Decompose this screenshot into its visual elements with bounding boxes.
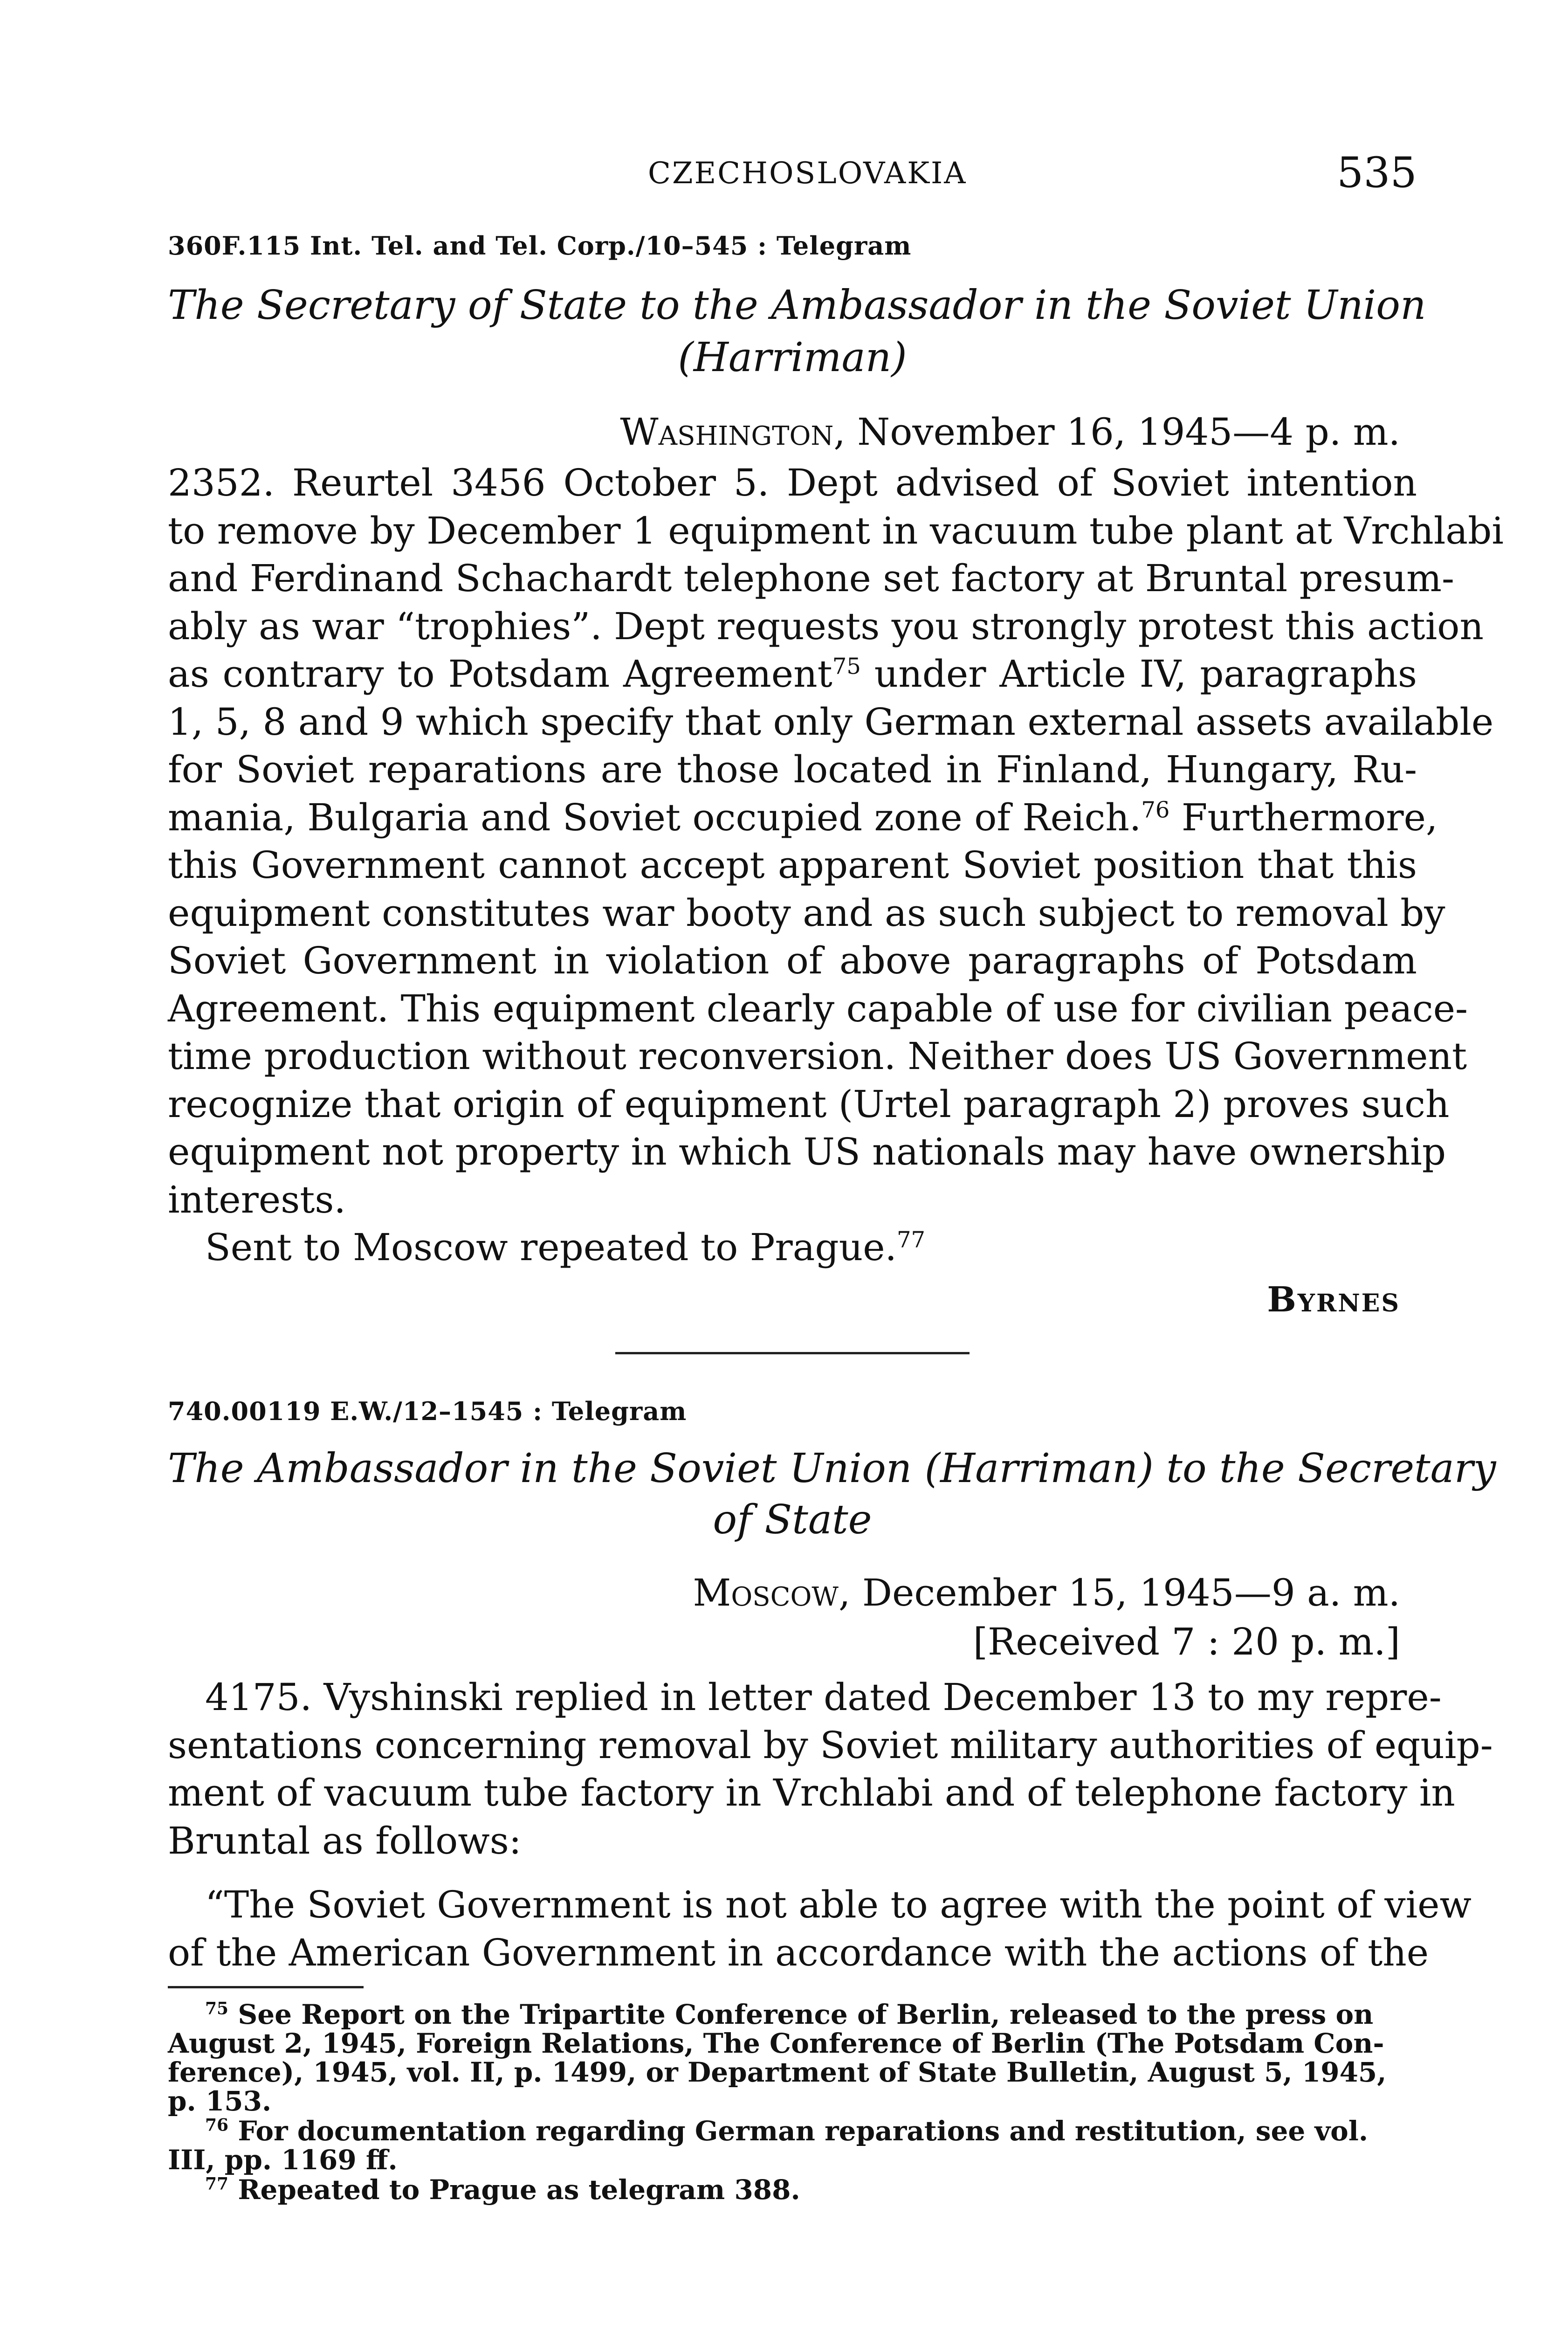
footnote-75-line bbox=[168, 2000, 1417, 2029]
doc1-line: Soviet Government in violation of above paragraphs of Potsdam bbox=[168, 939, 1417, 982]
footnote-76-line: III, pp. 1169 ff. bbox=[168, 2144, 398, 2176]
doc1-line: equipment not property in which US nationals may have ownership bbox=[168, 1130, 1446, 1173]
doc2-quote-line: “The Soviet Government is not able to agree with the point of view bbox=[205, 1883, 1472, 1926]
footnote-75-line-1: See Report on the Tripartite Conference of Berlin, released to the press on bbox=[238, 1999, 1374, 2030]
footnote-77-text: Repeated to Prague as telegram 388. bbox=[238, 2174, 800, 2206]
doc2-title-line2: of State bbox=[713, 1497, 872, 1543]
doc2-dateline bbox=[693, 1571, 1400, 1614]
footnote-75-line: August 2, 1945, Foreign Relations, The Conference of Berlin (The Potsdam Con- bbox=[168, 2028, 1384, 2059]
doc1-line: and Ferdinand Schachardt telephone set factory at Bruntal presum- bbox=[168, 557, 1454, 600]
footnote-75-line: ference), 1945, vol. II, p. 1499, or Department of State Bulletin, August 5, 1945, bbox=[168, 2056, 1387, 2088]
doc2-body-paragraph-1 bbox=[168, 1674, 1493, 1865]
doc1-title-line1: The Secretary of State to the Ambassador in the Soviet Union bbox=[168, 282, 1426, 329]
doc2-quote-line: of the American Government in accordance with the actions of the bbox=[168, 1931, 1429, 1974]
doc1-body-paragraph bbox=[168, 459, 1504, 1272]
page-number: 535 bbox=[1337, 148, 1417, 197]
doc1-dateline bbox=[620, 410, 1400, 454]
footnote-77-line bbox=[168, 2175, 1417, 2204]
doc1-line-5-text: as contrary to Potsdam Agreement bbox=[168, 652, 832, 696]
doc1-line: equipment constitutes war booty and as such subject to removal by bbox=[168, 891, 1445, 935]
doc1-line: recognize that origin of equipment (Urtel paragraph 2) proves such bbox=[168, 1082, 1450, 1126]
doc2-received: [Received 7 : 20 p. m.] bbox=[973, 1620, 1400, 1663]
doc1-line-with-fn76 bbox=[168, 794, 1438, 842]
doc1-line-8-after: Furthermore, bbox=[1181, 795, 1438, 839]
doc2-body-paragraph-2 bbox=[168, 1881, 1472, 1977]
doc1-file-reference: 360F.115 Int. Tel. and Tel. Corp./10–545 : Telegram bbox=[168, 231, 912, 261]
doc1-line: this Government cannot accept apparent Soviet position that this bbox=[168, 843, 1417, 887]
doc1-line: time production without reconversion. Neither does US Government bbox=[168, 1034, 1467, 1078]
doc2-title-line1: The Ambassador in the Soviet Union (Harriman) to the Secretary bbox=[168, 1445, 1496, 1492]
doc1-line: 1, 5, 8 and 9 which specify that only German external assets available bbox=[168, 700, 1494, 744]
doc1-sent-text: Sent to Moscow repeated to Prague. bbox=[205, 1226, 897, 1269]
footnote-76-mark: 76 bbox=[205, 2115, 229, 2135]
footnote-ref-76: 76 bbox=[1141, 796, 1170, 823]
footnote-75-mark: 75 bbox=[205, 1999, 229, 2019]
doc1-line: 2352. Reurtel 3456 October 5. Dept advised of Soviet intention bbox=[168, 461, 1417, 504]
doc1-line: for Soviet reparations are those located in Finland, Hungary, Ru- bbox=[168, 748, 1417, 791]
footnote-76 bbox=[168, 2117, 1417, 2174]
footnote-76-line bbox=[168, 2117, 1417, 2145]
footnote-76-line-1: For documentation regarding German reparations and restitution, see vol. bbox=[238, 2115, 1369, 2147]
doc1-dateline-place: Washington bbox=[620, 410, 834, 454]
doc1-signature: Byrnes bbox=[1267, 1280, 1400, 1320]
footnote-ref-77: 77 bbox=[896, 1227, 926, 1253]
doc1-line: interests. bbox=[168, 1178, 346, 1221]
doc1-line-5-after: under Article IV, paragraphs bbox=[874, 652, 1417, 696]
doc2-dateline-date: , December 15, 1945—9 a. m. bbox=[839, 1571, 1400, 1614]
doc2-file-reference: 740.00119 E.W./12–1545 : Telegram bbox=[168, 1396, 687, 1426]
doc2-line: sentations concerning removal by Soviet military authorities of equip- bbox=[168, 1723, 1493, 1767]
doc1-line: to remove by December 1 equipment in vacuum tube plant at Vrchlabi bbox=[168, 509, 1504, 552]
footnote-77-mark: 77 bbox=[205, 2174, 229, 2194]
doc1-dateline-date: , November 16, 1945—4 p. m. bbox=[833, 410, 1400, 454]
footnote-77 bbox=[168, 2175, 1417, 2204]
footnote-divider bbox=[168, 1986, 364, 1988]
doc1-line-with-fn75 bbox=[168, 650, 1417, 698]
doc1-line: Agreement. This equipment clearly capable of use for civilian peace- bbox=[168, 986, 1468, 1030]
doc1-title-line2: (Harriman) bbox=[678, 334, 907, 381]
doc1-sent-line bbox=[168, 1224, 1417, 1272]
doc2-line: Bruntal as follows: bbox=[168, 1819, 522, 1862]
footnote-75-line: p. 153. bbox=[168, 2085, 272, 2117]
doc1-line-8-text: mania, Bulgaria and Soviet occupied zone of Reich. bbox=[168, 795, 1142, 839]
doc2-line: 4175. Vyshinski replied in letter dated December 13 to my repre- bbox=[205, 1676, 1442, 1719]
doc1-line: ably as war “trophies”. Dept requests you strongly protest this action bbox=[168, 604, 1484, 648]
doc2-dateline-place: Moscow bbox=[693, 1571, 839, 1614]
footnote-ref-75: 75 bbox=[832, 653, 861, 680]
running-title: CZECHOSLOVAKIA bbox=[648, 156, 967, 191]
doc2-line: ment of vacuum tube factory in Vrchlabi and of telephone factory in bbox=[168, 1771, 1455, 1814]
section-divider bbox=[615, 1352, 970, 1354]
footnote-75 bbox=[168, 2000, 1417, 2116]
